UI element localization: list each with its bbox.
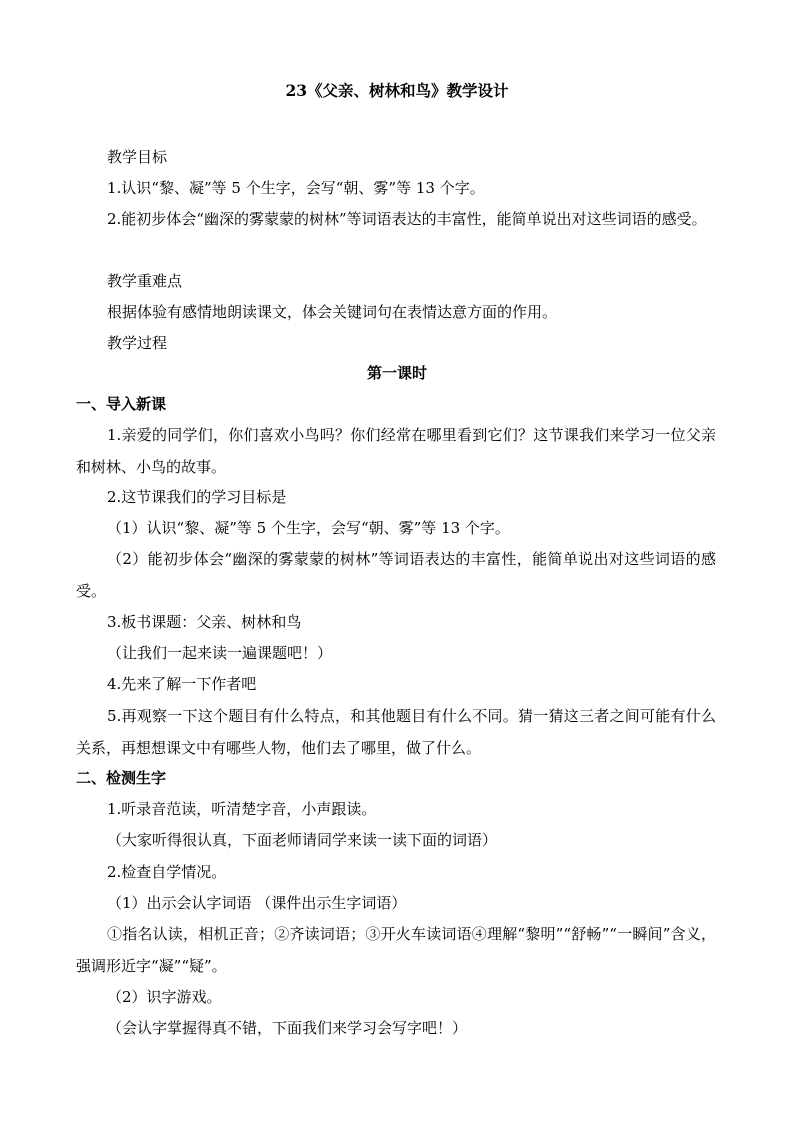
check-paragraph-4: （1）出示会认字词语 （课件出示生字词语） xyxy=(107,894,407,912)
intro-paragraph-8: 5.再观察一下这个题目有什么特点，和其他题目有什么不同。猜一猜这三者之间可能有什么关系，再想想课文中有哪些人物，他们去了哪里，做了什么。 xyxy=(76,707,716,757)
check-paragraph-1: 1.听录音范读，听清楚字音，小声跟读。 xyxy=(107,800,377,818)
goal-item-2: 2.能初步体会“幽深的雾蒙蒙的树林”等词语表达的丰富性，能简单说出对这些词语的感受。 xyxy=(107,210,707,228)
check-paragraph-6: （2）识字游戏。 xyxy=(107,988,222,1006)
check-paragraph-7: （会认字掌握得真不错，下面我们来学习会写字吧！） xyxy=(107,1019,468,1037)
process-heading: 教学过程 xyxy=(107,334,168,352)
section-heading-intro: 一、导入新课 xyxy=(76,395,167,413)
intro-paragraph-6: （让我们一起来读一遍课题吧！） xyxy=(107,644,333,662)
intro-paragraph-1: 1.亲爱的同学们，你们喜欢小鸟吗？你们经常在哪里看到它们？这节课我们来学习一位父亲和树林、小鸟的故事。 xyxy=(76,426,716,476)
goals-heading: 教学目标 xyxy=(107,148,168,166)
intro-paragraph-5: 3.板书课题：父亲、树林和鸟 xyxy=(107,613,302,631)
intro-paragraph-3: （1）认识“黎、凝”等 5 个生字，会写“朝、雾”等 13 个字。 xyxy=(107,519,510,537)
intro-paragraph-7: 4.先来了解一下作者吧 xyxy=(107,675,257,693)
key-points-heading: 教学重难点 xyxy=(107,272,183,290)
section-heading-check: 二、检测生字 xyxy=(76,769,167,787)
goal-item-1: 1.认识“黎、凝”等 5 个生字，会写“朝、雾”等 13 个字。 xyxy=(107,179,485,197)
key-points-text: 根据体验有感情地朗读课文，体会关键词句在表情达意方面的作用。 xyxy=(107,303,558,321)
document-title: 23《父亲、树林和鸟》教学设计 xyxy=(285,81,509,100)
check-paragraph-5: ①指名认读，相机正音；②齐读词语；③开火车读词语④理解“黎明”“舒畅”“一瞬间”含义，强调形近字“凝”“疑”。 xyxy=(76,925,716,975)
intro-paragraph-2: 2.这节课我们的学习目标是 xyxy=(107,488,287,506)
check-paragraph-2: （大家听得很认真，下面老师请同学来读一读下面的词语） xyxy=(107,831,498,849)
check-paragraph-3: 2.检查自学情况。 xyxy=(107,863,227,881)
lesson-title: 第一课时 xyxy=(366,364,427,382)
intro-paragraph-4: （2）能初步体会“幽深的雾蒙蒙的树林”等词语表达的丰富性，能简单说出对这些词语的感受。 xyxy=(76,550,716,600)
